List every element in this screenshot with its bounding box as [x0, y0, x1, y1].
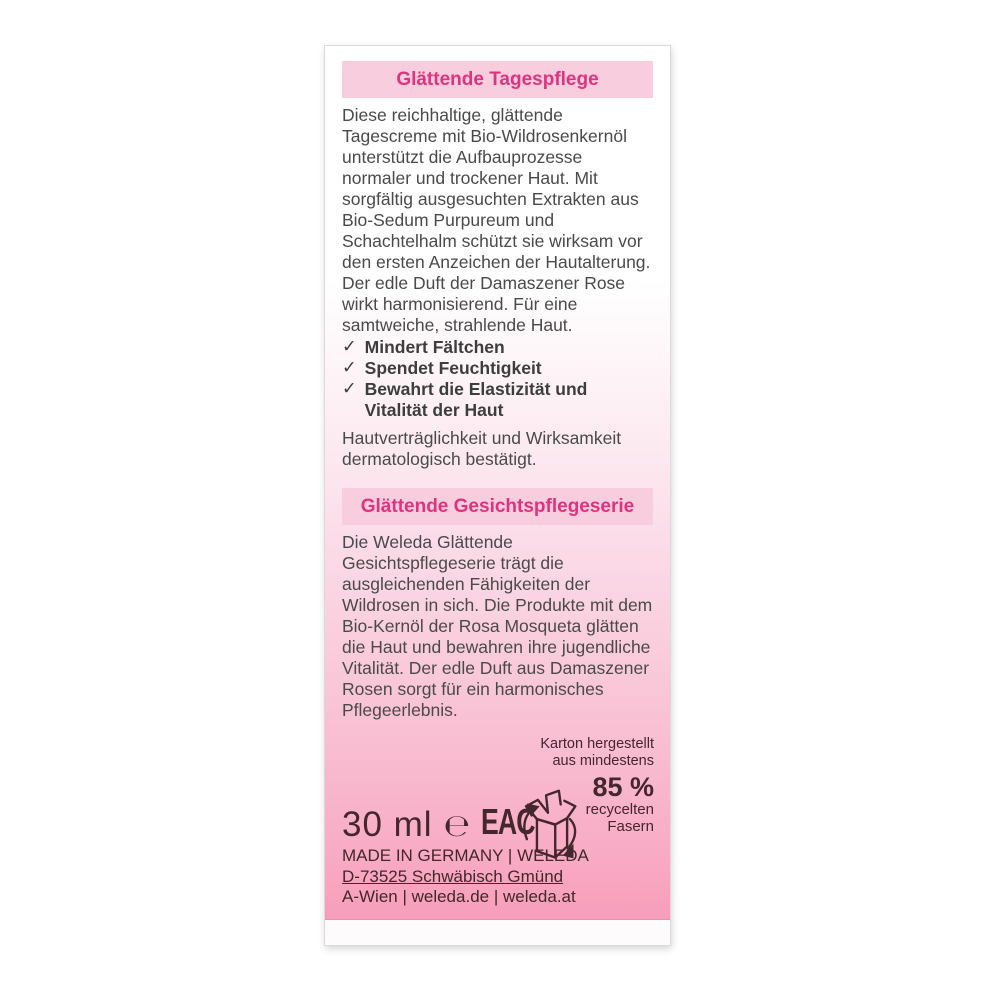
carton-note-line: Karton hergestellt — [540, 736, 654, 752]
volume-label: 30 ml — [342, 805, 433, 844]
section2-heading: Glättende Gesichtspflegeserie — [360, 496, 635, 517]
carton-note-line: aus mindestens — [552, 753, 654, 769]
benefit-text: Bewahrt die Elastizität und Vitalität der Haut — [364, 379, 588, 420]
section2-description: Die Weleda Glättende Gesichtspflegeserie trägt die ausgleichenden Fähigkeiten der Wildrosen in sich. Die Produkte mit dem Bio-Kernöl der Rosa Mosqueta glätten die Haut und bewahren ihre jugendliche Vitalität. Der edle Duft aus Damaszener Rosen sorgt für ein harmonisches Pflegeerlebnis. — [342, 532, 653, 720]
section1-heading: Glättende Tagespflege — [396, 69, 599, 90]
percent-column — [586, 773, 654, 835]
section1-heading-band — [342, 61, 653, 98]
websites-line: A-Wien | weleda.de | weleda.at — [342, 887, 576, 906]
packaging-back-panel — [324, 45, 671, 946]
percent-note-line: recycelten — [585, 801, 654, 818]
section2-heading-band — [342, 488, 653, 525]
eac-conformity-mark: EAC — [481, 802, 535, 843]
checkmark-icon: ✓ — [342, 358, 357, 378]
dermatology-note: Hautverträglichkeit und Wirksamkeit dermatologisch bestätigt. — [342, 428, 622, 469]
bottom-info-cluster — [342, 736, 654, 851]
volume-row — [342, 802, 539, 845]
recycled-percent: 85 % — [592, 772, 654, 802]
manufacturer-info — [342, 846, 589, 908]
checkmark-icon: ✓ — [342, 379, 357, 399]
benefit-text: Mindert Fältchen — [364, 337, 505, 357]
benefit-item — [342, 379, 653, 421]
percent-note-line: Fasern — [607, 818, 654, 835]
benefit-item — [342, 358, 653, 379]
section1-description: Diese reichhaltige, glättende Tagescreme mit Bio-Wildrosenkernöl unterstützt die Aufbauprozesse normaler und trockener Haut. Mit sorgfältig ausgesuchten Extrakten aus Bio-Sedum Purpureum und Schachtelhalm schützt sie wirksam vor den ersten Anzeichen der Hautalterung. Der edle Duft der Damaszener Rose wirkt harmonisierend. Für eine samtweiche, strahlende Haut. — [342, 105, 651, 335]
address-line: D-73525 Schwäbisch Gmünd — [342, 866, 564, 886]
box-bottom-flap — [325, 919, 670, 945]
estimated-sign: ℮ — [443, 808, 471, 844]
benefit-item — [342, 337, 653, 358]
benefits-list — [342, 337, 653, 421]
made-in-line: MADE IN GERMANY | WELEDA — [342, 846, 589, 865]
benefit-text: Spendet Feuchtigkeit — [364, 358, 542, 378]
checkmark-icon: ✓ — [342, 337, 357, 357]
